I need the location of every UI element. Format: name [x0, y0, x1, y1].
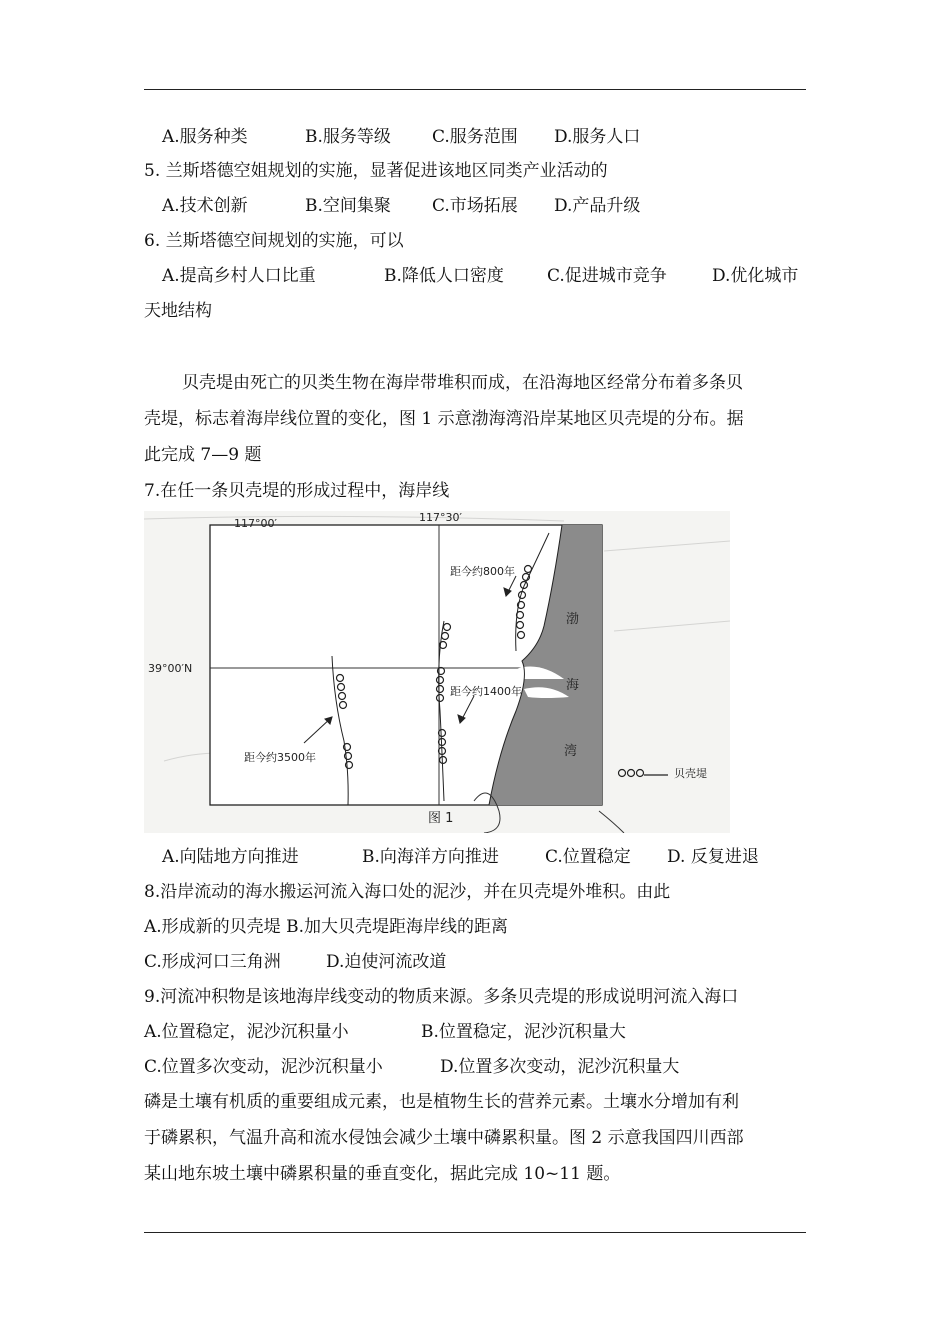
q6-stem: 6. 兰斯塔德空间规划的实施，可以	[144, 231, 404, 251]
q4-option-d: D.服务人口	[554, 127, 641, 147]
bottom-rule	[144, 1232, 806, 1233]
passage1-line1: 贝壳堤由死亡的贝类生物在海岸带堆积而成，在沿海地区经常分布着多条贝	[182, 373, 743, 393]
passage1-line3: 此完成 7—9 题	[144, 445, 262, 465]
q8-options-line1: A.形成新的贝壳堤 B.加大贝壳堤距海岸线的距离	[144, 917, 508, 937]
q9-option-c: C.位置多次变动，泥沙沉积量小	[144, 1057, 383, 1077]
q5-option-a: A.技术创新	[162, 196, 248, 216]
q7-stem: 7.在任一条贝壳堤的形成过程中，海岸线	[144, 481, 450, 501]
legend-label: 贝壳堤	[674, 767, 707, 780]
q6-option-a: A.提高乡村人口比重	[162, 266, 316, 286]
q6-option-b: B.降低人口密度	[384, 266, 504, 286]
q4-option-c: C.服务范围	[432, 127, 518, 147]
label-800-years: 距今约800年	[450, 565, 515, 578]
q5-stem: 5. 兰斯塔德空姐规划的实施，显著促进该地区同类产业活动的	[144, 161, 608, 181]
q5-option-b: B.空间集聚	[305, 196, 391, 216]
lat-39-00-label: 39°00′N	[148, 662, 193, 675]
passage2-line2: 于磷累积，气温升高和流水侵蚀会减少土壤中磷累积量。图 2 示意我国四川西部	[144, 1128, 744, 1148]
lon-117-30-label: 117°30′	[419, 511, 462, 524]
q4-option-b: B.服务等级	[305, 127, 391, 147]
sea-label-hai: 海	[566, 678, 580, 693]
q5-option-c: C.市场拓展	[432, 196, 518, 216]
q9-option-a: A.位置稳定，泥沙沉积量小	[144, 1022, 349, 1042]
q7-option-b: B.向海洋方向推进	[362, 847, 499, 867]
label-1400-years: 距今约1400年	[450, 685, 522, 698]
passage1-line2: 壳堤，标志着海岸线位置的变化，图 1 示意渤海湾沿岸某地区贝壳堤的分布。据	[144, 409, 744, 429]
q6-option-d: D.优化城市	[712, 266, 799, 286]
q4-option-a: A.服务种类	[162, 127, 248, 147]
q7-option-d: D. 反复进退	[667, 847, 759, 867]
q7-option-c: C.位置稳定	[545, 847, 631, 867]
figure-1-map	[144, 511, 730, 833]
q8-option-c: C.形成河口三角洲	[144, 952, 281, 972]
q7-option-a: A.向陆地方向推进	[162, 847, 299, 867]
q9-stem: 9.河流冲积物是该地海岸线变动的物质来源。多条贝壳堤的形成说明河流入海口	[144, 987, 739, 1007]
lon-117-00-label: 117°00′	[234, 517, 277, 530]
q5-option-d: D.产品升级	[554, 196, 641, 216]
passage2-line3: 某山地东坡土壤中磷累积量的垂直变化，据此完成 10~11 题。	[144, 1164, 621, 1184]
top-rule	[144, 89, 806, 90]
q6-option-c: C.促进城市竞争	[547, 266, 667, 286]
q9-option-b: B.位置稳定，泥沙沉积量大	[421, 1022, 626, 1042]
figure-caption: 图 1	[428, 811, 454, 826]
q6-continuation: 天地结构	[144, 301, 212, 321]
q9-option-d: D.位置多次变动，泥沙沉积量大	[440, 1057, 680, 1077]
q8-stem: 8.沿岸流动的海水搬运河流入海口处的泥沙，并在贝壳堤外堆积。由此	[144, 882, 671, 902]
passage2-line1: 磷是土壤有机质的重要组成元素，也是植物生长的营养元素。土壤水分增加有利	[144, 1092, 739, 1112]
sea-label-wan: 湾	[564, 744, 578, 759]
q8-option-d: D.迫使河流改道	[326, 952, 447, 972]
sea-label-bo: 渤	[566, 612, 580, 627]
label-3500-years: 距今约3500年	[244, 751, 316, 764]
